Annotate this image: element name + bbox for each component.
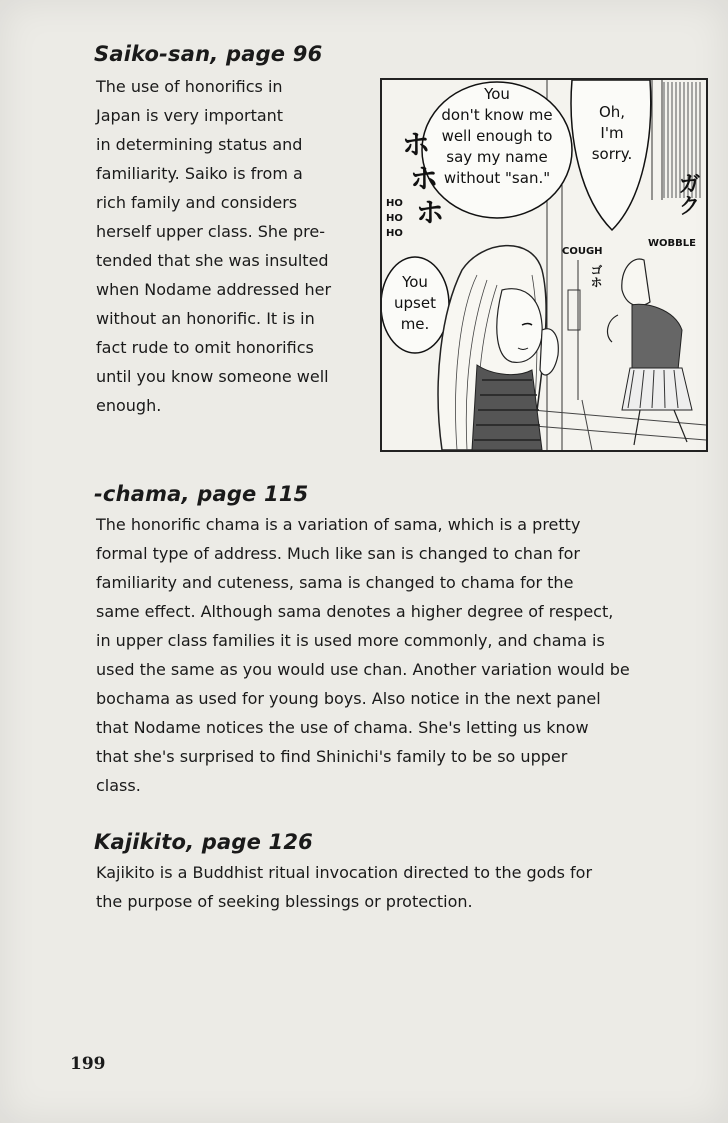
section-heading-chama: -chama, page 115 — [94, 482, 309, 506]
speech-bubble-main — [424, 84, 570, 189]
bubble-line: You — [402, 273, 428, 291]
body-line: Kajikito is a Buddhist ritual invocation directed to the gods for — [96, 863, 593, 882]
bubble-line: You — [484, 85, 510, 103]
body-line: without an honorific. It is in — [96, 309, 315, 328]
bubble-line: don't know me — [441, 106, 553, 124]
body-line: used the same as you would use chan. Another variation would be — [96, 660, 630, 679]
sfx-line: HO — [386, 198, 403, 209]
body-line: familiarity. Saiko is from a — [96, 164, 303, 183]
body-line: formal type of address. Much like san is changed to chan for — [96, 544, 580, 563]
body-line: that she's surprised to find Shinichi's family to be so upper — [96, 747, 568, 766]
page-number: 199 — [70, 1054, 106, 1074]
sfx-cough-jp: ゴホ — [589, 264, 603, 288]
sfx-wobble: WOBBLE — [648, 238, 696, 249]
body-line: until you know someone well — [96, 367, 329, 386]
sfx-hohoho-jp — [402, 128, 445, 230]
body-line: in upper class families it is used more commonly, and chama is — [96, 631, 605, 650]
body-line: the purpose of seeking blessings or protection. — [96, 892, 473, 911]
body-line: bochama as used for young boys. Also notice in the next panel — [96, 689, 601, 708]
bubble-line: sorry. — [591, 145, 633, 163]
sfx-line: HO — [386, 213, 403, 224]
section-heading-kajikito: Kajikito, page 126 — [94, 830, 313, 854]
speech-bubble-upset — [386, 272, 444, 335]
bubble-line: me. — [400, 315, 430, 333]
body-line: tended that she was insulted — [96, 251, 329, 270]
jp-char: ホ — [416, 196, 445, 229]
bubble-line: say my name — [446, 148, 548, 166]
sfx-hohoho — [386, 196, 403, 241]
body-line: enough. — [96, 396, 162, 415]
sfx-cough: COUGH — [562, 246, 603, 257]
bubble-line: without "san." — [443, 169, 551, 187]
section-body-saiko — [96, 72, 376, 420]
body-line: Japan is very important — [96, 106, 284, 125]
body-line: when Nodame addressed her — [96, 280, 332, 299]
section-heading-saiko: Saiko-san, page 96 — [94, 42, 323, 66]
body-line: in determining status and — [96, 135, 303, 154]
manga-panel — [380, 78, 708, 452]
body-line: same effect. Although sama denotes a higher degree of respect, — [96, 602, 614, 621]
body-line: class. — [96, 776, 141, 795]
bubble-line: I'm — [600, 124, 624, 142]
sfx-gaku-jp: ガク — [675, 172, 700, 216]
body-line: familiarity and cuteness, sama is changed to chama for the — [96, 573, 574, 592]
bubble-line: Oh, — [598, 103, 626, 121]
body-line: The use of honorifics in — [96, 77, 283, 96]
body-line: fact rude to omit honorifics — [96, 338, 314, 357]
sfx-line: HO — [386, 228, 403, 239]
section-body-kajikito — [96, 858, 696, 916]
body-line: that Nodame notices the use of chama. She's letting us know — [96, 718, 589, 737]
section-body-chama — [96, 510, 696, 800]
body-line: The honorific chama is a variation of sama, which is a pretty — [96, 515, 581, 534]
bubble-line: upset — [394, 294, 436, 312]
speech-bubble-sorry — [582, 102, 642, 165]
bubble-line: well enough to — [441, 127, 553, 145]
body-line: herself upper class. She pre- — [96, 222, 325, 241]
jp-char: ホ — [402, 128, 431, 161]
body-line: rich family and considers — [96, 193, 298, 212]
jp-char: ホ — [410, 162, 439, 195]
